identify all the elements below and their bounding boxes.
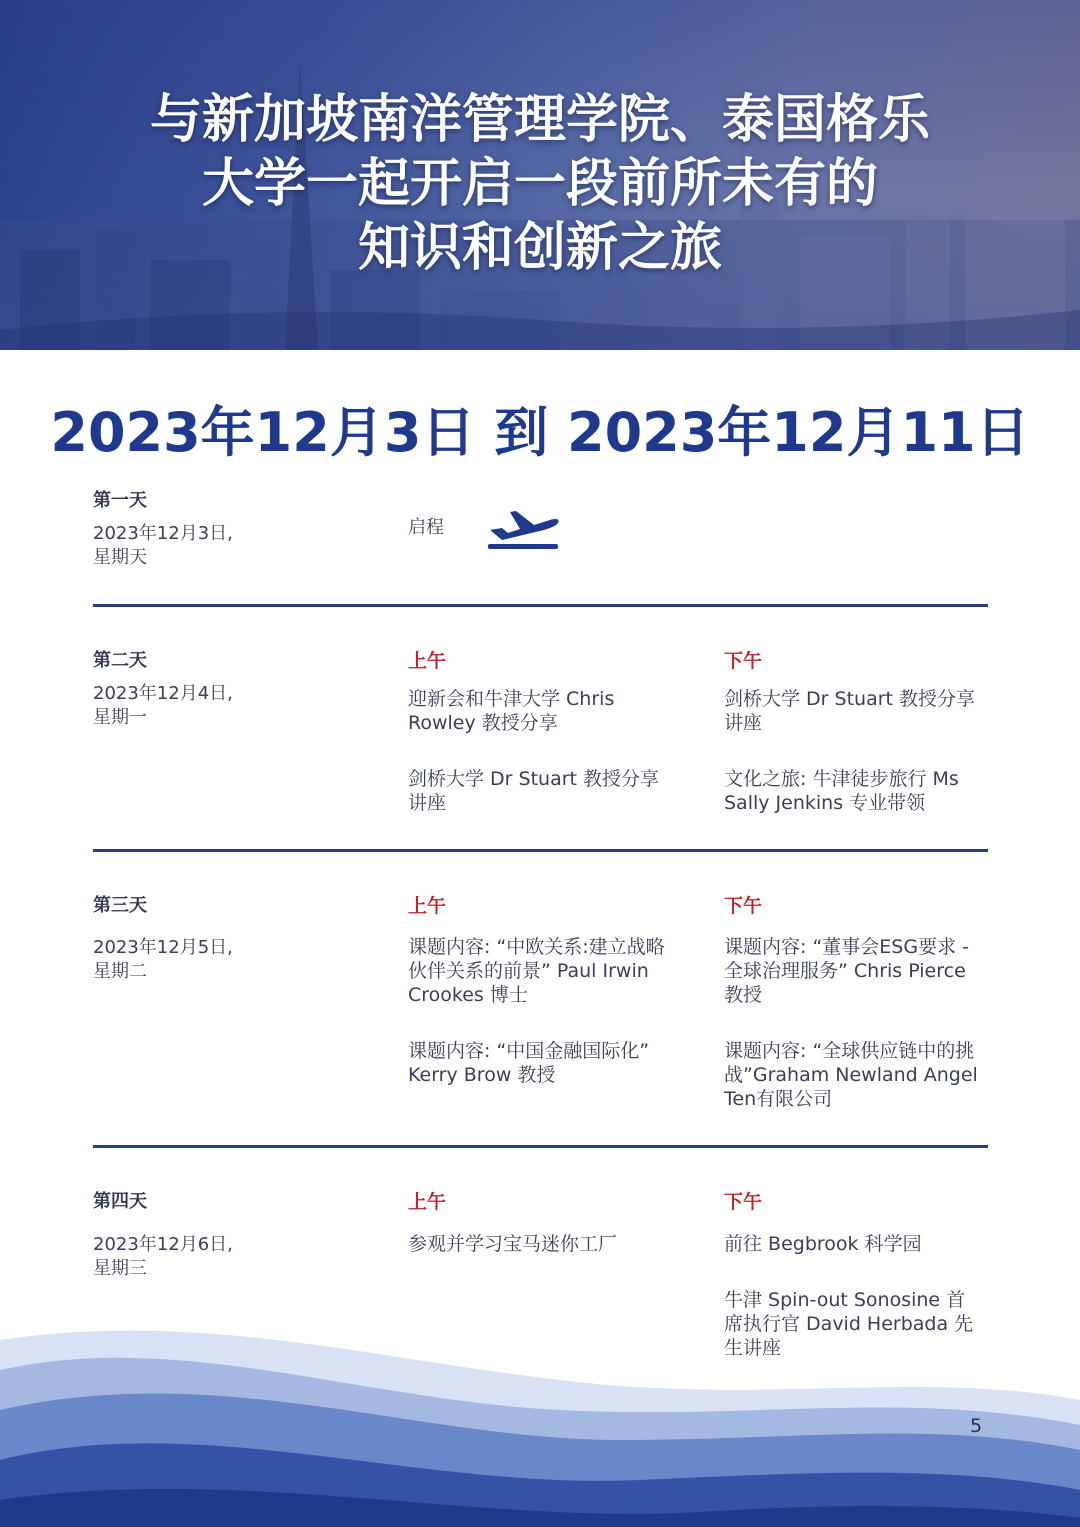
header-banner	[0, 0, 1080, 350]
title-line-2: 大学一起开启一段前所未有的	[201, 154, 878, 214]
day-4-am-label: 上午	[408, 1191, 447, 1213]
day-1-date-text: 2023年12月3日,	[93, 523, 233, 544]
day-2-pm-label: 下午	[724, 650, 763, 672]
date-range-heading: 2023年12月3日 到 2023年12月11日	[50, 401, 1030, 464]
day-3-weekday: 星期二	[93, 961, 147, 982]
airplane-departure-icon	[484, 500, 564, 552]
day-2-label: 第二天	[93, 650, 147, 671]
departure-label: 启程	[408, 517, 444, 538]
title-line-1: 与新加坡南洋管理学院、泰国格乐	[149, 90, 930, 150]
day-4-pm-item: 牛津 Spin-out Sonosine 首席执行官 David Herbada 先生讲座	[724, 1289, 974, 1359]
day-3-pm-item: 课题内容: “全球供应链中的挑战”Graham Newland Angel Ten有限公司	[724, 1040, 978, 1110]
decorative-waves	[0, 1290, 1080, 1527]
day-3-date-text: 2023年12月5日,	[93, 937, 233, 958]
day-2-date-text: 2023年12月4日,	[93, 683, 233, 704]
day-4-date	[93, 1233, 333, 1281]
day-2-pm-item: 剑桥大学 Dr Stuart 教授分享讲座	[724, 688, 976, 734]
day-4-pm-item: 前往 Begbrook 科学园	[724, 1233, 922, 1255]
day-3-pm-label: 下午	[724, 895, 763, 917]
page-title	[0, 88, 1080, 280]
day-divider	[93, 1145, 988, 1148]
day-4-label: 第四天	[93, 1191, 147, 1212]
day-2-date	[93, 682, 333, 730]
day-2-am-label: 上午	[408, 650, 447, 672]
day-1-label: 第一天	[93, 490, 147, 511]
title-line-3: 知识和创新之旅	[357, 218, 722, 278]
day-divider	[93, 849, 988, 852]
day-divider	[93, 604, 988, 607]
page-number: 5	[970, 1415, 983, 1437]
day-4-am-item: 参观并学习宝马迷你工厂	[408, 1233, 618, 1255]
day-3-label: 第三天	[93, 895, 147, 916]
day-2-pm-item: 文化之旅: 牛津徒步旅行 Ms Sally Jenkins 专业带领	[724, 768, 959, 814]
day-2-am-item: 迎新会和牛津大学 Chris Rowley 教授分享	[408, 688, 615, 734]
day-4-pm-label: 下午	[724, 1191, 763, 1213]
day-3-pm-item: 课题内容: “董事会ESG要求 -全球治理服务” Chris Pierce 教授	[724, 936, 969, 1006]
day-3-am-item: 课题内容: “中国金融国际化” Kerry Brow 教授	[408, 1040, 650, 1086]
day-1-weekday: 星期天	[93, 547, 147, 568]
day-3-date	[93, 936, 333, 984]
day-3-am-item: 课题内容: “中欧关系:建立战略伙伴关系的前景” Paul Irwin Crookes 博士	[408, 936, 665, 1006]
day-1-date	[93, 522, 333, 570]
day-2-am-item: 剑桥大学 Dr Stuart 教授分享讲座	[408, 768, 660, 814]
day-3-am-label: 上午	[408, 895, 447, 917]
day-4-date-text: 2023年12月6日,	[93, 1234, 233, 1255]
day-2-weekday: 星期一	[93, 707, 147, 728]
day-4-weekday: 星期三	[93, 1258, 147, 1279]
